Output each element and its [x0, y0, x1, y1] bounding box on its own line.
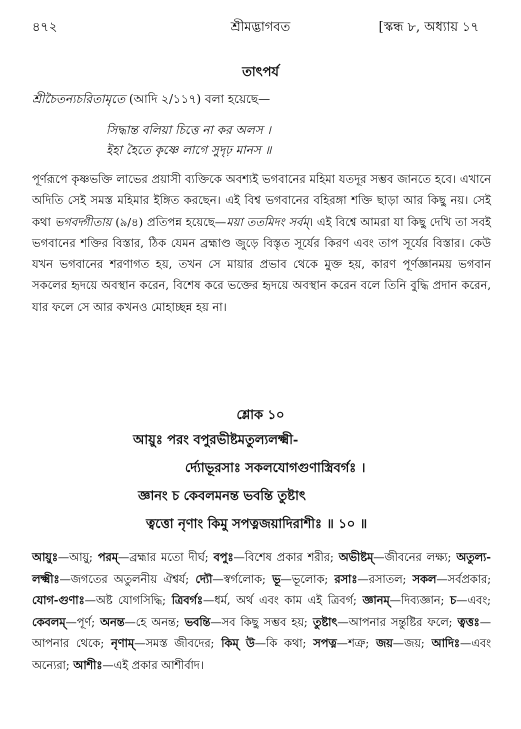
synonym-term: জয়: [376, 636, 393, 650]
synonym-meaning: এবং;: [467, 594, 491, 607]
synonym-dash: —: [102, 658, 114, 672]
synonym-dash: —: [456, 594, 468, 607]
synonym-meaning: এবং অন্যেরা;: [32, 637, 491, 672]
purport-text-3: । এই বিশ্বে আমরা যা কিছু দেখি তা সবই ভগবানের শক্তির বিস্তার, ঠিক যেমন ব্রহ্মাণ্ড জুড়ে বিস্তৃত সূর্যের কিরণ এবং তাপ সূর্যের বিস্তার। কেউ যখন ভগবানের শরণাগত হয়, তখন সে মায়ার প্রভাব থেকে মুক্ত হয়, কারণ পূর্ণজ্ঞানময় ভগবান সকলের হৃদয়ে অবস্থান করেন, বিশেষ করে ভক্তের হৃদয়ে অবস্থান করেন বলে তিনি বুদ্ধি প্রদান করেন, যার ফলে সে আর কখনও মোহাচ্ছন্ন হয় না।: [32, 214, 492, 314]
synonym-dash: —: [202, 594, 215, 607]
synonym-meaning: আপনার সন্তুষ্টির ফলে;: [348, 615, 458, 629]
synonym-meaning: জীবনের লক্ষ্য;: [384, 551, 457, 564]
synonym-dash: —: [373, 551, 385, 564]
synonym-meaning: এই প্রকার আশীর্বাদ।: [113, 658, 204, 672]
synonym-term: সকল: [412, 571, 437, 586]
synonym-meaning: ভূলোক;: [291, 572, 335, 586]
synonym-dash: —: [436, 572, 448, 586]
section-reference: [স্কন্ধ ৮, অধ্যায় ১৭: [378, 20, 479, 35]
synonym-term: যোগ-গুণাঃ: [32, 593, 85, 607]
purport-heading: তাৎপর্য: [242, 65, 279, 80]
synonym-dash: —: [84, 594, 96, 607]
synonym-term: ত্বত্তঃ: [457, 614, 480, 629]
synonym-dash: —: [117, 551, 130, 564]
synonym-dash: —: [392, 637, 405, 650]
synonym-term: আদিঃ: [431, 636, 460, 650]
synonym-meaning: বিশেষ প্রকার শরীর;: [244, 551, 339, 564]
synonym-term: পরম্: [97, 550, 118, 564]
synonym-term: চ: [450, 593, 457, 607]
synonym-meaning: আয়ু;: [69, 551, 98, 564]
synonym-dash: —: [59, 572, 71, 586]
citation-source: শ্রীচৈতন্যচরিতামৃতে: [32, 92, 126, 106]
synonym-dash: —: [336, 637, 348, 650]
synonym-term: তুষ্টাৎ: [312, 614, 338, 629]
synonym-meaning: সর্বপ্রকার;: [447, 572, 492, 586]
synonym-meaning: সব কিছু সম্ভব হয়;: [221, 615, 313, 629]
gita-reference: ভগবদ্গীতায়: [54, 214, 112, 229]
synonym-meaning: শত্রু;: [347, 637, 377, 650]
purport-text-1: পূর্ণরূপে কৃষ্ণভক্তি লাভের প্রয়াসী ব্যক্তিকে অবশ্যই ভগবানের মহিমা যতদূর সম্ভব জানতে হবে। এখানে অদিতি সেই সমস্ত মহিমার ইঙ্গিত করছেন। এই বিশ্ব ভগবানের বহিরঙ্গা শক্তি ছাড়া আর কিছু নয়। সেই কথা: [32, 172, 491, 229]
synonym-dash: —: [124, 615, 136, 629]
synonym-meaning: কি কথা;: [266, 637, 314, 650]
synonym-meaning: দিব্যজ্ঞান;: [400, 594, 451, 607]
synonym-meaning: ধর্ম, অর্থ এবং কাম এই ত্রিবর্গ;: [214, 594, 363, 607]
synonym-term: দ্যৌ: [195, 571, 213, 586]
synonym-dash: —: [389, 594, 401, 607]
synonym-dash: —: [357, 572, 369, 586]
synonym-meaning: সমস্ত জীবদের;: [145, 637, 222, 650]
synonym-term: ত্রিবর্গঃ: [171, 593, 203, 607]
synonym-term: অনন্ত: [100, 614, 125, 629]
sloka-line-1: আয়ুঃ পরং বপুরভীষ্টমতুল্যলক্ষ্মী-: [133, 433, 299, 448]
synonym-term: আশীঃ: [73, 657, 103, 672]
synonym-term: সপত্ন: [313, 636, 337, 650]
synonym-meaning: ব্রহ্মার মতো দীর্ঘ;: [129, 551, 214, 564]
synonym-term: জ্ঞানম্: [362, 593, 390, 607]
synonym-meaning: অষ্ট যোগসিদ্ধি;: [95, 594, 172, 607]
sloka-line-4: ত্বত্তো নৃণাং কিমু সপত্নজয়াদিরাশীঃ ॥ ১০ ॥: [146, 517, 368, 532]
synonym-dash: —: [57, 551, 70, 564]
synonym-meaning: স্বর্গলোক;: [223, 572, 273, 586]
synonym-meaning: রসাতল;: [368, 572, 413, 586]
citation-reference: (আদি ২/১১৭) বলা হয়েছে—: [125, 92, 271, 106]
synonym-dash: —: [479, 615, 491, 629]
synonym-term: নৃণাম্: [111, 636, 135, 650]
purport-text-2: (৯/৪) প্রতিপন্ন হয়েছে—: [111, 214, 227, 229]
synonym-meaning: জয়;: [404, 637, 432, 650]
synonym-term: অভীষ্টম্: [338, 550, 374, 564]
quoted-verse-line-2: ইহা হৈতে কৃষ্ণে লাগে সুদৃঢ় মানস ॥: [106, 143, 272, 157]
synonym-dash: —: [233, 551, 245, 564]
synonym-dash: —: [134, 637, 146, 650]
synonym-term: ভূ: [272, 571, 281, 586]
purport-paragraph: [32, 169, 491, 318]
running-title: শ্রীমদ্ভাগবত: [230, 20, 291, 35]
sloka-heading: শ্লোক ১০: [236, 408, 285, 423]
sloka-line-2: র্দ্যোভূরসাঃ সকলযোগগুণাস্ত্রিবর্গঃ ।: [185, 461, 366, 476]
quoted-verse-line-1: সিদ্ধান্ত বলিয়া চিত্তে না কর অলস ।: [106, 123, 271, 137]
synonym-meaning: আপনার থেকে;: [32, 637, 112, 650]
word-meanings: [32, 547, 491, 676]
synonym-dash: —: [254, 637, 266, 650]
synonym-term: বপুঃ: [213, 550, 234, 564]
citation-line: [32, 91, 501, 111]
synonym-dash: —: [459, 637, 472, 650]
synonym-dash: —: [212, 572, 224, 586]
synonym-term: কিম্ উ: [221, 636, 255, 650]
synonym-meaning: জগতের অতুলনীয় ঐশ্বর্য;: [70, 572, 196, 586]
synonym-meaning: পূর্ণ;: [76, 615, 101, 629]
synonym-dash: —: [280, 572, 292, 586]
page-number: ৪৭২: [32, 20, 58, 35]
synonym-term: ভবন্তি: [184, 614, 211, 629]
synonym-term: রসাঃ: [334, 571, 358, 586]
synonym-term: আয়ুঃ: [32, 550, 58, 564]
synonym-dash: —: [65, 615, 77, 629]
synonym-term: কেবলম্: [32, 614, 66, 629]
gita-quote: ময়া ততমিদং সর্বম্: [226, 214, 309, 229]
sloka-line-3: জ্ঞানং চ কেবলমনন্ত ভবন্তি তুষ্টাৎ: [138, 489, 306, 504]
synonym-dash: —: [210, 615, 222, 629]
synonym-term: অতুল্য-লক্ষ্মীঃ: [32, 550, 491, 586]
synonym-meaning: হে অনন্ত;: [135, 615, 185, 629]
synonym-dash: —: [337, 615, 349, 629]
